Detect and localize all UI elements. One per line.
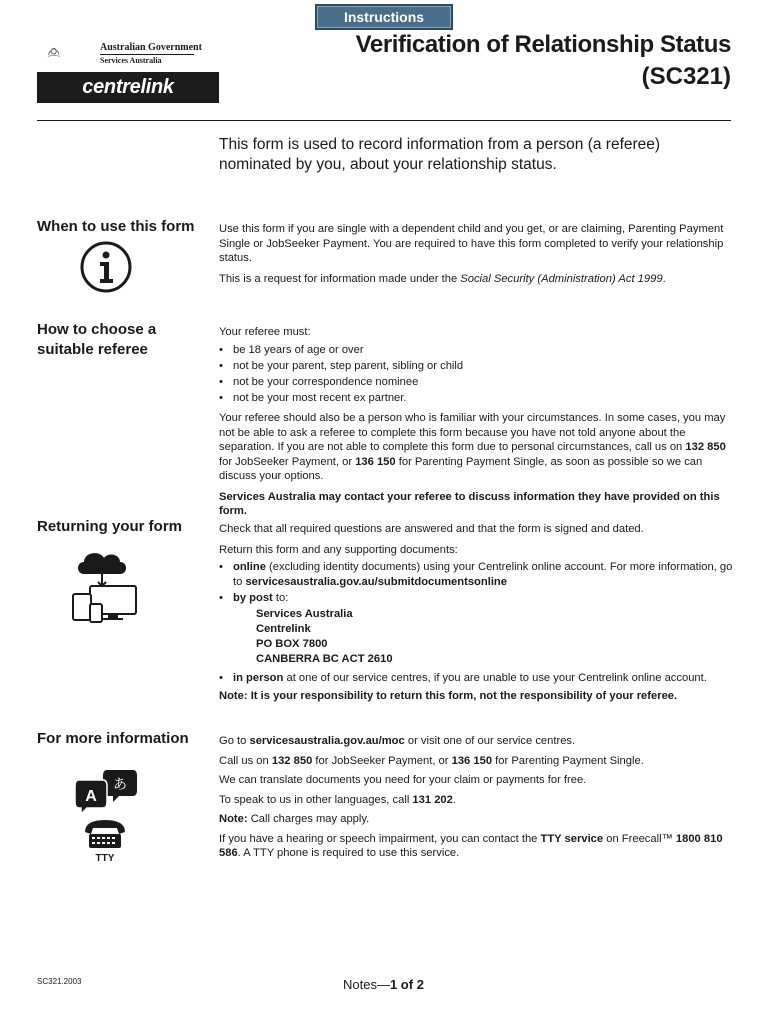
referee-p3: Services Australia may contact your referee to discuss information they have provided on this form.: [219, 490, 720, 517]
referee-heading: How to choose a suitable referee: [37, 321, 157, 358]
more-body: [219, 734, 734, 867]
returning-methods-2: [219, 671, 734, 686]
svg-text:A: A: [85, 788, 97, 805]
list-item: • not be your correspondence nominee: [219, 375, 734, 390]
svg-text:TTY: TTY: [95, 853, 115, 864]
more-l3: We can translate documents you need for your claim or payments for free.: [219, 774, 587, 786]
coat-of-arms-icon: [46, 34, 96, 70]
form-version: SC321.2003: [37, 977, 82, 986]
gov-name: Australian Government: [100, 42, 202, 53]
list-item: • not be your parent, step parent, sibling or child: [219, 359, 734, 374]
svg-text:あ: あ: [113, 777, 127, 793]
more-l4: To speak to us in other languages, call 131 202.: [219, 793, 456, 806]
list-item: • by post to:: [219, 591, 734, 606]
header-divider: [37, 120, 731, 121]
info-icon: [79, 240, 133, 294]
list-item: • online (excluding identity documents) using your Centrelink online account. For more information, go to servicesaustralia.gov.au/submitdocumentsonline: [219, 560, 734, 589]
referee-list: [219, 343, 734, 406]
page-number: Notes—1 of 2: [343, 977, 424, 992]
more-l6: If you have a hearing or speech impairment, you can contact the TTY service on Freecall™ 1800 810 586. A TTY phone is required to use this service.: [219, 832, 723, 859]
returning-heading: Returning your form: [37, 518, 182, 535]
instructions-tab: Instructions: [315, 4, 453, 30]
page-title: Verification of Relationship Status: [355, 31, 731, 58]
when-body: [219, 222, 734, 292]
returning-methods: [219, 560, 734, 605]
returning-p2: Return this form and any supporting documents:: [219, 543, 458, 556]
centrelink-logo: centrelink: [37, 72, 219, 103]
more-l2: Call us on 132 850 for JobSeeker Payment, or 136 150 for Parenting Payment Single.: [219, 754, 644, 767]
returning-note: Note: It is your responsibility to return this form, not the responsibility of your referee.: [219, 689, 678, 702]
referee-lead: Your referee must:: [219, 326, 311, 338]
moc-link[interactable]: servicesaustralia.gov.au/moc: [249, 735, 405, 747]
more-l5: Note: Call charges may apply.: [219, 813, 370, 825]
when-p1: Use this form if you are single with a dependent child and you get, or are claiming, Parenting Payment Single or JobSeeker Payment. You are required to have this form completed to verify your relationship status.: [219, 223, 724, 264]
when-p2: This is a request for information made under the Social Security (Administration) Act 1999.: [219, 272, 666, 285]
referee-body: [219, 325, 734, 525]
when-heading: When to use this form: [37, 218, 195, 235]
returning-p1: Check that all required questions are answered and that the form is signed and dated.: [219, 523, 644, 535]
list-item: • not be your most recent ex partner.: [219, 391, 734, 406]
gov-divider: [100, 54, 194, 55]
returning-body: [219, 522, 734, 709]
referee-p2: Your referee should also be a person who is familiar with your circumstances. In some cases, you may not be able to ask a referee to complete this form because you have not told anyone about the separation. If you are not able to complete this form due to personal circumstances, call us on 132 850 for JobSeeker Payment, or 136 150 for Parenting Payment Single, as soon as possible so we can discuss your options.: [219, 412, 726, 482]
agency-name: Services Australia: [100, 56, 162, 65]
list-item: • be 18 years of age or over: [219, 343, 734, 358]
devices-cloud-icon: [70, 548, 140, 624]
submit-online-link[interactable]: servicesaustralia.gov.au/submitdocumentsonline: [245, 575, 507, 588]
more-l1: Go to servicesaustralia.gov.au/moc or visit one of our service centres.: [219, 735, 576, 747]
more-heading: For more information: [37, 730, 189, 747]
list-item: • in person at one of our service centres, if you are unable to use your Centrelink online account.: [219, 671, 734, 686]
tty-icon: [81, 818, 129, 864]
postal-address: Services Australia Centrelink PO BOX 7800 CANBERRA BC ACT 2610: [256, 608, 393, 665]
intro-text: This form is used to record information from a person (a referee) nominated by you, about your relationship status.: [219, 136, 661, 173]
translate-icon: [73, 768, 139, 814]
form-code: (SC321): [641, 63, 731, 90]
